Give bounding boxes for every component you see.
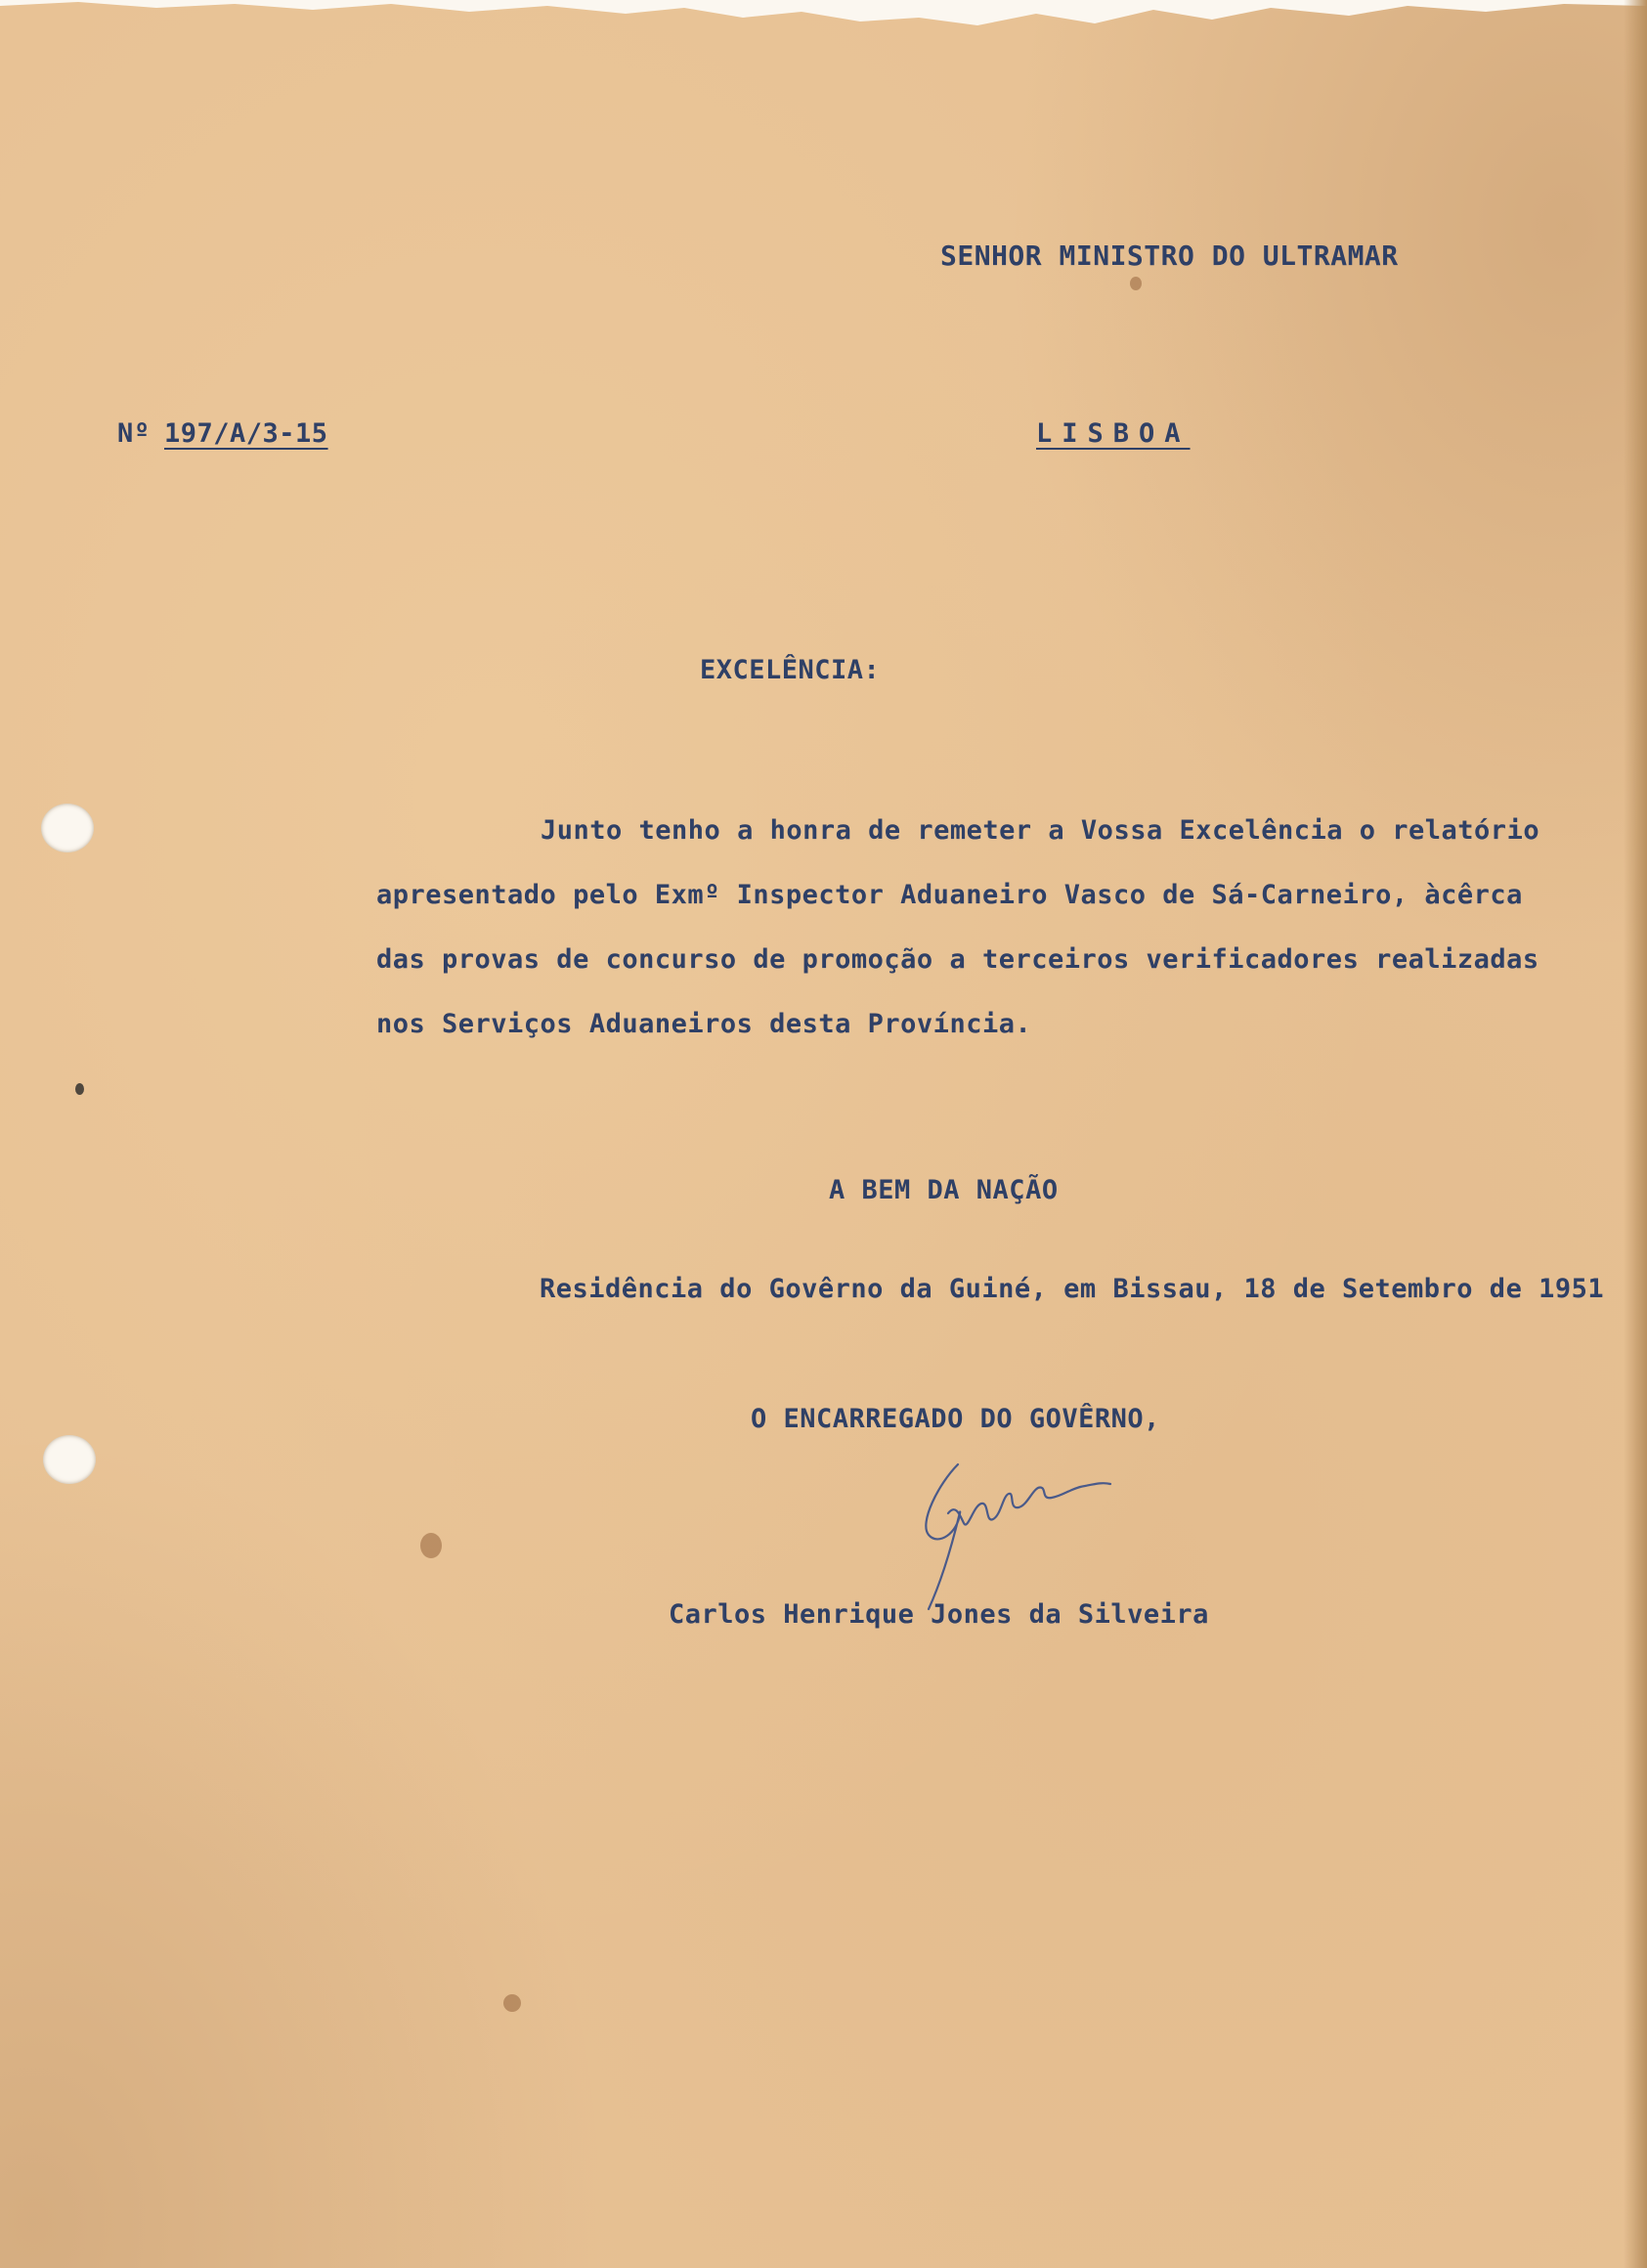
handwritten-signature: [899, 1445, 1212, 1611]
place-and-date: Residência do Govêrno da Guiné, em Bissau, 18 de Setembro de 1951: [540, 1274, 1605, 1304]
body-line: apresentado pelo Exmº Inspector Aduaneiro Vasco de Sá-Carneiro, àcêrca: [376, 880, 1523, 910]
stain: [503, 1994, 521, 2012]
salutation: EXCELÊNCIA:: [700, 655, 881, 685]
punch-hole: [43, 1435, 96, 1484]
page-edge-shadow: [1624, 0, 1647, 2268]
stain: [420, 1533, 442, 1558]
reference-prefix: Nº: [117, 418, 151, 449]
destination: LISBOA: [1036, 418, 1191, 449]
reference-number: 197/A/3-15: [164, 418, 328, 449]
addressee: SENHOR MINISTRO DO ULTRAMAR: [940, 240, 1399, 272]
torn-paper-edge: [0, 0, 1647, 39]
stain: [1130, 277, 1142, 290]
signer-title: O ENCARREGADO DO GOVÊRNO,: [751, 1404, 1160, 1434]
body-line: Junto tenho a honra de remeter a Vossa Excelência o relatório: [541, 815, 1540, 846]
body-line: das provas de concurso de promoção a terceiros verificadores realizadas: [376, 944, 1539, 975]
closing-formula: A BEM DA NAÇÃO: [829, 1175, 1059, 1205]
signer-name: Carlos Henrique Jones da Silveira: [669, 1599, 1209, 1630]
punch-hole: [41, 804, 94, 852]
stain: [75, 1083, 84, 1095]
body-line: nos Serviços Aduaneiros desta Província.: [376, 1009, 1032, 1039]
